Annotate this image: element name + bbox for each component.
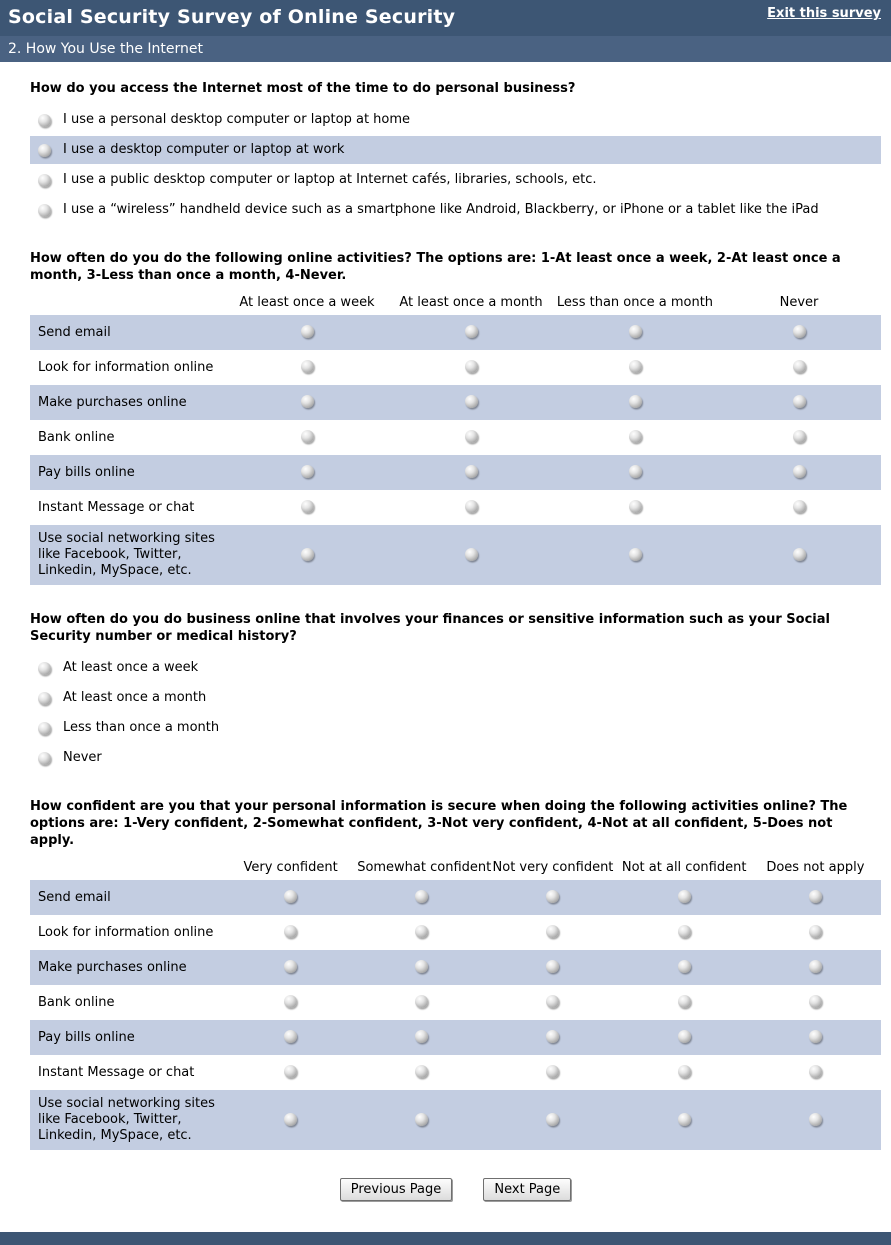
radio-button-icon[interactable] bbox=[465, 548, 478, 561]
option-label: At least once a week bbox=[63, 660, 199, 675]
confidence-radio-r1-c5[interactable] bbox=[750, 880, 881, 915]
matrix-row-label: Pay bills online bbox=[38, 1029, 135, 1045]
radio-button-icon[interactable] bbox=[38, 114, 51, 127]
page-title: 2. How You Use the Internet bbox=[8, 41, 204, 57]
radio-button-icon[interactable] bbox=[629, 395, 642, 408]
activities-frequency-radio-r5-c1[interactable] bbox=[225, 455, 389, 490]
option-label: I use a “wireless” handheld device such as a smartphone like Android, Blackberry, or iPhone or a tablet like the iPad bbox=[63, 202, 819, 217]
confidence-radio-r7-c3[interactable] bbox=[487, 1090, 618, 1150]
radio-button-icon[interactable] bbox=[629, 548, 642, 561]
section-bar bbox=[0, 36, 891, 62]
radio-button-icon[interactable] bbox=[415, 890, 428, 903]
radio-button-icon[interactable] bbox=[465, 500, 478, 513]
confidence-radio-r3-c2[interactable] bbox=[356, 950, 487, 985]
activities-frequency-radio-r4-c1[interactable] bbox=[225, 420, 389, 455]
radio-button-icon[interactable] bbox=[284, 995, 297, 1008]
radio-button-icon[interactable] bbox=[415, 960, 428, 973]
radio-button-icon[interactable] bbox=[38, 174, 51, 187]
activities-frequency-radio-r5-c2[interactable] bbox=[389, 455, 553, 490]
radio-button-icon[interactable] bbox=[809, 925, 822, 938]
radio-button-icon[interactable] bbox=[38, 722, 51, 735]
confidence-row-1 bbox=[30, 880, 881, 915]
radio-button-icon[interactable] bbox=[809, 960, 822, 973]
radio-button-icon[interactable] bbox=[284, 925, 297, 938]
radio-button-icon[interactable] bbox=[301, 360, 314, 373]
activities-frequency-radio-r7-c4[interactable] bbox=[717, 525, 881, 585]
confidence-radio-r3-c4[interactable] bbox=[619, 950, 750, 985]
confidence-column-header-4: Not at all confident bbox=[621, 860, 747, 875]
activities-frequency-radio-r6-c1[interactable] bbox=[225, 490, 389, 525]
question-text: How confident are you that your personal information is secure when doing the following activities online? The options are: 1-Very confident, 2-Somewhat confident, 3-Not very confident, 4-Not at all confident, 5-Does not apply. bbox=[30, 799, 848, 848]
radio-button-icon[interactable] bbox=[415, 995, 428, 1008]
internet-access-option-2[interactable] bbox=[30, 136, 881, 164]
radio-button-icon[interactable] bbox=[793, 395, 806, 408]
radio-button-icon[interactable] bbox=[629, 465, 642, 478]
confidence-radio-r3-c5[interactable] bbox=[750, 950, 881, 985]
activities-frequency-radio-r2-c4[interactable] bbox=[717, 350, 881, 385]
matrix-row-label: Pay bills online bbox=[38, 464, 135, 480]
internet-access-option-1[interactable] bbox=[30, 106, 881, 134]
radio-button-icon[interactable] bbox=[415, 1065, 428, 1078]
question-sensitive-business-frequency bbox=[30, 611, 881, 772]
radio-button-icon[interactable] bbox=[629, 360, 642, 373]
activities-frequency-radio-r2-c2[interactable] bbox=[389, 350, 553, 385]
activities-frequency-radio-r1-c3[interactable] bbox=[553, 315, 717, 350]
sensitive-business-option-3[interactable] bbox=[30, 714, 881, 742]
radio-button-icon[interactable] bbox=[301, 395, 314, 408]
matrix-row-label: Send email bbox=[38, 324, 111, 340]
radio-button-icon[interactable] bbox=[301, 548, 314, 561]
activities-frequency-row-4 bbox=[30, 420, 881, 455]
matrix-row-label: Look for information online bbox=[38, 924, 214, 940]
internet-access-option-3[interactable] bbox=[30, 166, 881, 194]
confidence-radio-r6-c4[interactable] bbox=[619, 1055, 750, 1090]
radio-button-icon[interactable] bbox=[301, 465, 314, 478]
radio-button-icon[interactable] bbox=[38, 144, 51, 157]
matrix-row-label: Look for information online bbox=[38, 359, 214, 375]
matrix-row-label: Make purchases online bbox=[38, 394, 187, 410]
radio-button-icon[interactable] bbox=[465, 395, 478, 408]
confidence-radio-r1-c2[interactable] bbox=[356, 880, 487, 915]
confidence-radio-r6-c2[interactable] bbox=[356, 1055, 487, 1090]
option-label: At least once a month bbox=[63, 690, 207, 705]
radio-button-icon[interactable] bbox=[809, 1030, 822, 1043]
confidence-radio-r4-c5[interactable] bbox=[750, 985, 881, 1020]
radio-button-icon[interactable] bbox=[793, 548, 806, 561]
footer-bar bbox=[0, 1232, 891, 1245]
confidence-row-6 bbox=[30, 1055, 881, 1090]
confidence-radio-r7-c4[interactable] bbox=[619, 1090, 750, 1150]
page-navigation bbox=[30, 1178, 881, 1201]
activities-frequency-row-2 bbox=[30, 350, 881, 385]
confidence-radio-r4-c1[interactable] bbox=[225, 985, 356, 1020]
radio-button-icon[interactable] bbox=[546, 890, 559, 903]
activities-frequency-radio-r7-c1[interactable] bbox=[225, 525, 389, 585]
confidence-radio-r5-c4[interactable] bbox=[619, 1020, 750, 1055]
radio-button-icon[interactable] bbox=[284, 1113, 297, 1126]
activities-frequency-radio-r6-c2[interactable] bbox=[389, 490, 553, 525]
matrix-row-label: Send email bbox=[38, 889, 111, 905]
internet-access-option-4[interactable] bbox=[30, 196, 881, 224]
confidence-radio-r2-c3[interactable] bbox=[487, 915, 618, 950]
matrix-corner bbox=[30, 858, 225, 880]
radio-button-icon[interactable] bbox=[678, 890, 691, 903]
confidence-radio-r1-c4[interactable] bbox=[619, 880, 750, 915]
activities-frequency-radio-r6-c4[interactable] bbox=[717, 490, 881, 525]
radio-button-icon[interactable] bbox=[301, 500, 314, 513]
radio-button-icon[interactable] bbox=[809, 890, 822, 903]
radio-button-icon[interactable] bbox=[629, 325, 642, 338]
activities-frequency-radio-r2-c3[interactable] bbox=[553, 350, 717, 385]
activities-frequency-radio-r5-c3[interactable] bbox=[553, 455, 717, 490]
matrix-row-label: Use social networking sites like Facebook, Twitter, Linkedin, MySpace, etc. bbox=[38, 1096, 215, 1143]
activities-frequency-radio-r6-c3[interactable] bbox=[553, 490, 717, 525]
confidence-radio-r3-c1[interactable] bbox=[225, 950, 356, 985]
radio-button-icon[interactable] bbox=[301, 430, 314, 443]
confidence-radio-r6-c5[interactable] bbox=[750, 1055, 881, 1090]
confidence-radio-r5-c5[interactable] bbox=[750, 1020, 881, 1055]
matrix-row-label: Bank online bbox=[38, 429, 115, 445]
confidence-radio-r2-c5[interactable] bbox=[750, 915, 881, 950]
sensitive-business-option-4[interactable] bbox=[30, 744, 881, 772]
confidence-matrix bbox=[30, 858, 881, 1150]
confidence-row-5 bbox=[30, 1020, 881, 1055]
radio-button-icon[interactable] bbox=[465, 360, 478, 373]
previous-page-button[interactable]: Previous Page bbox=[340, 1178, 453, 1201]
radio-button-icon[interactable] bbox=[465, 325, 478, 338]
activities-frequency-row-5 bbox=[30, 455, 881, 490]
radio-button-icon[interactable] bbox=[546, 960, 559, 973]
matrix-row-label: Bank online bbox=[38, 994, 115, 1010]
matrix-corner bbox=[30, 293, 225, 315]
radio-button-icon[interactable] bbox=[415, 1113, 428, 1126]
radio-button-icon[interactable] bbox=[38, 662, 51, 675]
confidence-radio-r4-c3[interactable] bbox=[487, 985, 618, 1020]
question-internet-access-options bbox=[30, 106, 881, 224]
radio-button-icon[interactable] bbox=[415, 1030, 428, 1043]
radio-button-icon[interactable] bbox=[629, 430, 642, 443]
confidence-radio-r2-c2[interactable] bbox=[356, 915, 487, 950]
radio-button-icon[interactable] bbox=[284, 890, 297, 903]
activities-frequency-radio-r1-c4[interactable] bbox=[717, 315, 881, 350]
confidence-radio-r7-c1[interactable] bbox=[225, 1090, 356, 1150]
confidence-radio-r1-c3[interactable] bbox=[487, 880, 618, 915]
radio-button-icon[interactable] bbox=[546, 1030, 559, 1043]
radio-button-icon[interactable] bbox=[809, 995, 822, 1008]
radio-button-icon[interactable] bbox=[301, 325, 314, 338]
question-sensitive-business-options bbox=[30, 654, 881, 772]
option-label: I use a public desktop computer or laptop at Internet cafés, libraries, schools, etc. bbox=[63, 172, 597, 187]
activities-frequency-radio-r1-c1[interactable] bbox=[225, 315, 389, 350]
radio-button-icon[interactable] bbox=[38, 692, 51, 705]
question-text: How often do you do the following online activities? The options are: 1-At least once a week, 2-At least once a month, 3-Less than once a month, 4-Never. bbox=[30, 251, 841, 283]
confidence-column-header-3: Not very confident bbox=[492, 860, 614, 875]
confidence-radio-r5-c3[interactable] bbox=[487, 1020, 618, 1055]
question-security-confidence bbox=[30, 798, 881, 1150]
next-page-button[interactable]: Next Page bbox=[483, 1178, 571, 1201]
confidence-row-4 bbox=[30, 985, 881, 1020]
question-internet-access bbox=[30, 80, 881, 224]
activities-frequency-radio-r3-c2[interactable] bbox=[389, 385, 553, 420]
confidence-radio-r3-c3[interactable] bbox=[487, 950, 618, 985]
confidence-row-7 bbox=[30, 1090, 881, 1150]
exit-survey-link[interactable]: Exit this survey bbox=[767, 6, 881, 21]
radio-button-icon[interactable] bbox=[546, 995, 559, 1008]
question-online-activities-frequency bbox=[30, 250, 881, 585]
activities-frequency-radio-r7-c2[interactable] bbox=[389, 525, 553, 585]
radio-button-icon[interactable] bbox=[465, 465, 478, 478]
radio-button-icon[interactable] bbox=[793, 500, 806, 513]
confidence-radio-r5-c1[interactable] bbox=[225, 1020, 356, 1055]
activities-frequency-row-3 bbox=[30, 385, 881, 420]
activities-frequency-row-1 bbox=[30, 315, 881, 350]
confidence-radio-r2-c4[interactable] bbox=[619, 915, 750, 950]
radio-button-icon[interactable] bbox=[284, 1030, 297, 1043]
radio-button-icon[interactable] bbox=[465, 430, 478, 443]
activities-frequency-radio-r5-c4[interactable] bbox=[717, 455, 881, 490]
radio-button-icon[interactable] bbox=[793, 430, 806, 443]
confidence-header-row bbox=[30, 858, 881, 880]
radio-button-icon[interactable] bbox=[793, 360, 806, 373]
activities-frequency-radio-r3-c1[interactable] bbox=[225, 385, 389, 420]
radio-button-icon[interactable] bbox=[793, 325, 806, 338]
activities-frequency-radio-r2-c1[interactable] bbox=[225, 350, 389, 385]
confidence-radio-r4-c2[interactable] bbox=[356, 985, 487, 1020]
activities-frequency-radio-r3-c3[interactable] bbox=[553, 385, 717, 420]
radio-button-icon[interactable] bbox=[284, 960, 297, 973]
radio-button-icon[interactable] bbox=[546, 925, 559, 938]
activities-frequency-matrix bbox=[30, 293, 881, 585]
radio-button-icon[interactable] bbox=[284, 1065, 297, 1078]
radio-button-icon[interactable] bbox=[546, 1113, 559, 1126]
confidence-radio-r6-c3[interactable] bbox=[487, 1055, 618, 1090]
sensitive-business-option-1[interactable] bbox=[30, 654, 881, 682]
activities-frequency-radio-r3-c4[interactable] bbox=[717, 385, 881, 420]
activities-frequency-column-header-3: Less than once a month bbox=[556, 295, 714, 310]
option-label: I use a desktop computer or laptop at work bbox=[63, 142, 345, 157]
radio-button-icon[interactable] bbox=[678, 960, 691, 973]
matrix-row-label: Instant Message or chat bbox=[38, 499, 195, 515]
option-label: I use a personal desktop computer or laptop at home bbox=[63, 112, 411, 127]
activities-frequency-row-6 bbox=[30, 490, 881, 525]
confidence-radio-r7-c5[interactable] bbox=[750, 1090, 881, 1150]
radio-button-icon[interactable] bbox=[793, 465, 806, 478]
radio-button-icon[interactable] bbox=[38, 204, 51, 217]
confidence-column-header-1: Very confident bbox=[243, 860, 338, 875]
radio-button-icon[interactable] bbox=[678, 1030, 691, 1043]
radio-button-icon[interactable] bbox=[38, 752, 51, 765]
matrix-row-label: Make purchases online bbox=[38, 959, 187, 975]
radio-button-icon[interactable] bbox=[809, 1113, 822, 1126]
activities-frequency-column-header-1: At least once a week bbox=[239, 295, 375, 310]
matrix-row-label: Instant Message or chat bbox=[38, 1064, 195, 1080]
radio-button-icon[interactable] bbox=[629, 500, 642, 513]
confidence-radio-r4-c4[interactable] bbox=[619, 985, 750, 1020]
activities-frequency-row-7 bbox=[30, 525, 881, 585]
activities-frequency-radio-r4-c4[interactable] bbox=[717, 420, 881, 455]
option-label: Never bbox=[63, 750, 102, 765]
survey-title: Social Security Survey of Online Security bbox=[8, 6, 456, 28]
survey-content bbox=[0, 62, 891, 1201]
confidence-radio-r6-c1[interactable] bbox=[225, 1055, 356, 1090]
activities-frequency-radio-r4-c3[interactable] bbox=[553, 420, 717, 455]
activities-frequency-radio-r4-c2[interactable] bbox=[389, 420, 553, 455]
option-label: Less than once a month bbox=[63, 720, 220, 735]
sensitive-business-option-2[interactable] bbox=[30, 684, 881, 712]
question-text: How often do you do business online that involves your finances or sensitive information such as your Social Security number or medical history? bbox=[30, 612, 830, 644]
activities-frequency-column-header-2: At least once a month bbox=[399, 295, 543, 310]
radio-button-icon[interactable] bbox=[678, 1113, 691, 1126]
confidence-radio-r7-c2[interactable] bbox=[356, 1090, 487, 1150]
activities-frequency-column-header-4: Never bbox=[779, 295, 819, 310]
activities-frequency-radio-r7-c3[interactable] bbox=[553, 525, 717, 585]
activities-frequency-radio-r1-c2[interactable] bbox=[389, 315, 553, 350]
confidence-column-header-2: Somewhat confident bbox=[357, 860, 492, 875]
activities-frequency-header-row bbox=[30, 293, 881, 315]
confidence-column-header-5: Does not apply bbox=[766, 860, 865, 875]
matrix-row-label: Use social networking sites like Facebook, Twitter, Linkedin, MySpace, etc. bbox=[38, 531, 215, 578]
radio-button-icon[interactable] bbox=[415, 925, 428, 938]
radio-button-icon[interactable] bbox=[546, 1065, 559, 1078]
radio-button-icon[interactable] bbox=[678, 995, 691, 1008]
confidence-radio-r5-c2[interactable] bbox=[356, 1020, 487, 1055]
survey-header bbox=[0, 0, 891, 36]
radio-button-icon[interactable] bbox=[678, 925, 691, 938]
radio-button-icon[interactable] bbox=[809, 1065, 822, 1078]
confidence-row-3 bbox=[30, 950, 881, 985]
confidence-radio-r2-c1[interactable] bbox=[225, 915, 356, 950]
confidence-radio-r1-c1[interactable] bbox=[225, 880, 356, 915]
confidence-row-2 bbox=[30, 915, 881, 950]
question-text: How do you access the Internet most of the time to do personal business? bbox=[30, 81, 576, 96]
radio-button-icon[interactable] bbox=[678, 1065, 691, 1078]
